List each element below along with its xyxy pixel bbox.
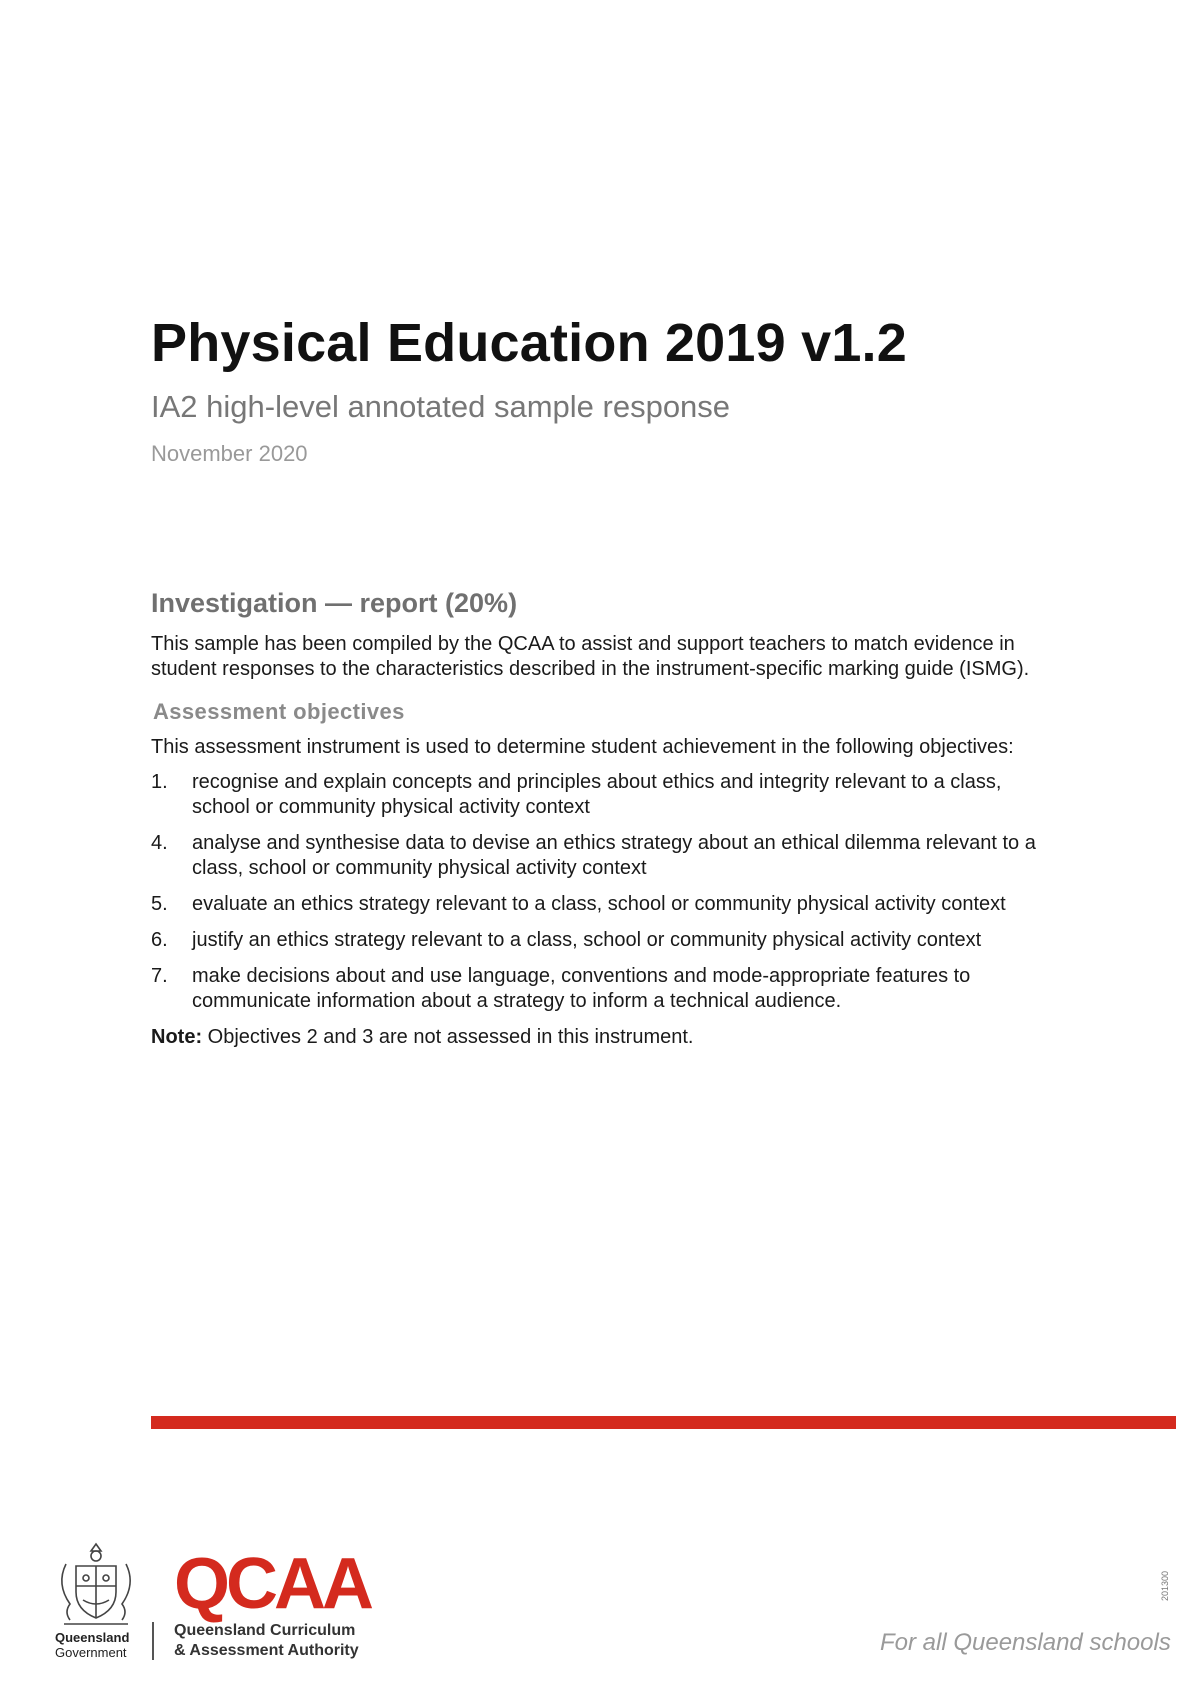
- qcaa-line1: Queensland Curriculum: [174, 1622, 356, 1639]
- intro-paragraph: This sample has been compiled by the QCAA to assist and support teachers to match evidence in student responses to the characteristics described in the instrument-specific marking guide (ISMG).: [151, 633, 1030, 680]
- objective-text: make decisions about and use language, conventions and mode-appropriate features to communicate information about a strategy to inform a technical audience.: [192, 965, 971, 1012]
- objective-text: analyse and synthesise data to devise an ethics strategy about an ethical dilemma relevant to a class, school or community physical activity context: [192, 832, 1036, 879]
- objective-number: 6.: [151, 929, 168, 951]
- objective-text: evaluate an ethics strategy relevant to a class, school or community physical activity context: [192, 893, 1006, 915]
- objective-text: recognise and explain concepts and principles about ethics and integrity relevant to a class, school or community physical activity context: [192, 771, 1002, 818]
- objective-number: 7.: [151, 965, 168, 987]
- logo-divider: [152, 1622, 154, 1660]
- objective-text: justify an ethics strategy relevant to a class, school or community physical activity context: [192, 929, 982, 951]
- qcaa-logo: QCAA: [174, 1544, 370, 1624]
- objectives-lead: This assessment instrument is used to determine student achievement in the following objectives:: [151, 736, 1014, 758]
- objective-number: 1.: [151, 771, 168, 793]
- queensland-crest-icon: [46, 1536, 146, 1636]
- objective-item: [151, 770, 1056, 820]
- qld-name: Queensland: [55, 1630, 130, 1645]
- objective-item: [151, 928, 1056, 953]
- qcaa-org-name: [174, 1621, 359, 1661]
- qld-gov: Government: [55, 1645, 127, 1660]
- document-code: 201300: [1160, 1570, 1170, 1601]
- footer-tagline: For all Queensland schools: [880, 1629, 1171, 1656]
- objectives-note: [151, 1025, 1056, 1050]
- section-heading: Investigation — report (20%): [151, 588, 518, 618]
- objective-number: 4.: [151, 832, 168, 854]
- note-label: Note:: [151, 1026, 203, 1048]
- document-date: November 2020: [151, 441, 308, 466]
- main-content: [151, 588, 1056, 1050]
- objective-item: [151, 964, 1056, 1014]
- objective-item: [151, 831, 1056, 881]
- document-title: Physical Education 2019 v1.2: [151, 313, 907, 373]
- objectives-heading: Assessment objectives: [153, 699, 405, 724]
- objective-item: [151, 892, 1056, 917]
- note-text: Objectives 2 and 3 are not assessed in this instrument.: [202, 1026, 694, 1048]
- footer-divider: [151, 1416, 1176, 1429]
- objective-number: 5.: [151, 893, 168, 915]
- qcaa-line2: & Assessment Authority: [174, 1642, 359, 1659]
- queensland-government-label: [55, 1630, 129, 1660]
- document-subtitle: IA2 high-level annotated sample response: [151, 389, 731, 424]
- objectives-list: [151, 770, 1056, 1014]
